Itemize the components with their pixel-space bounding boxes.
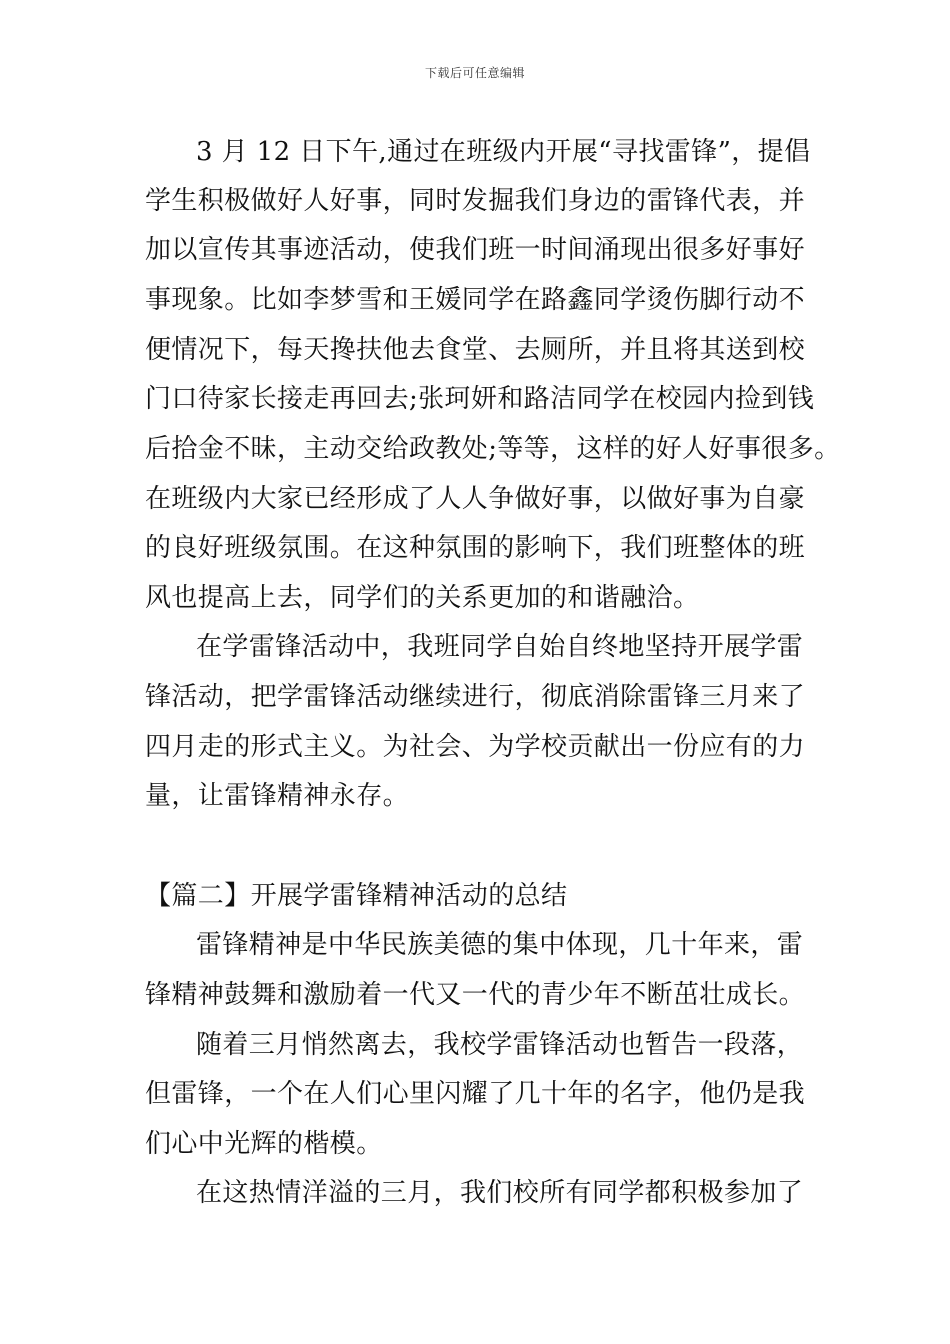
paragraph-line: 3 月 12 日下午,通过在班级内开展“寻找雷锋”，提倡 [196,137,811,167]
paragraph-line: 锋活动，把学雷锋活动继续进行，彻底消除雷锋三月来了 [145,682,806,712]
paragraph-line: 加以宣传其事迹活动，使我们班一时间涌现出很多好事好 [145,235,806,265]
paragraph-line: 但雷锋，一个在人们心里闪耀了几十年的名字，他仍是我 [145,1079,806,1109]
paragraph-line: 四月走的形式主义。为社会、为学校贡献出一份应有的力 [145,732,806,762]
section-heading: 【篇二】开展学雷锋精神活动的总结 [145,881,568,911]
paragraph-line: 学生积极做好人好事，同时发掘我们身边的雷锋代表，并 [145,186,806,216]
paragraph-line: 量，让雷锋精神永存。 [145,781,410,811]
paragraph-line: 风也提高上去，同学们的关系更加的和谐融洽。 [145,583,700,613]
paragraph-line: 们心中光辉的楷模。 [145,1129,383,1159]
paragraph-line: 事现象。比如李梦雪和王媛同学在路鑫同学烫伤脚行动不 [145,285,806,315]
paragraph-line: 雷锋精神是中华民族美德的集中体现，几十年来，雷 [196,930,804,960]
paragraph-line: 门口待家长接走再回去;张珂妍和路洁同学在校园内捡到钱 [145,384,815,414]
paragraph-line: 便情况下，每天搀扶他去食堂、去厕所，并且将其送到校 [145,335,806,365]
paragraph-line: 的良好班级氛围。在这种氛围的影响下，我们班整体的班 [145,533,806,563]
paragraph-line: 在班级内大家已经形成了人人争做好事，以做好事为自豪 [145,484,806,514]
paragraph-line: 锋精神鼓舞和激励着一代又一代的青少年不断茁壮成长。 [145,980,806,1010]
paragraph-line: 后拾金不昧，主动交给政教处;等等，这样的好人好事很多。 [145,434,841,464]
paragraph-line: 随着三月悄然离去，我校学雷锋活动也暂告一段落， [196,1030,804,1060]
paragraph-line: 在学雷锋活动中，我班同学自始自终地坚持开展学雷 [196,632,804,662]
paragraph-line: 在这热情洋溢的三月，我们校所有同学都积极参加了 [196,1178,804,1208]
page-header: 下载后可任意编辑 [424,66,525,80]
